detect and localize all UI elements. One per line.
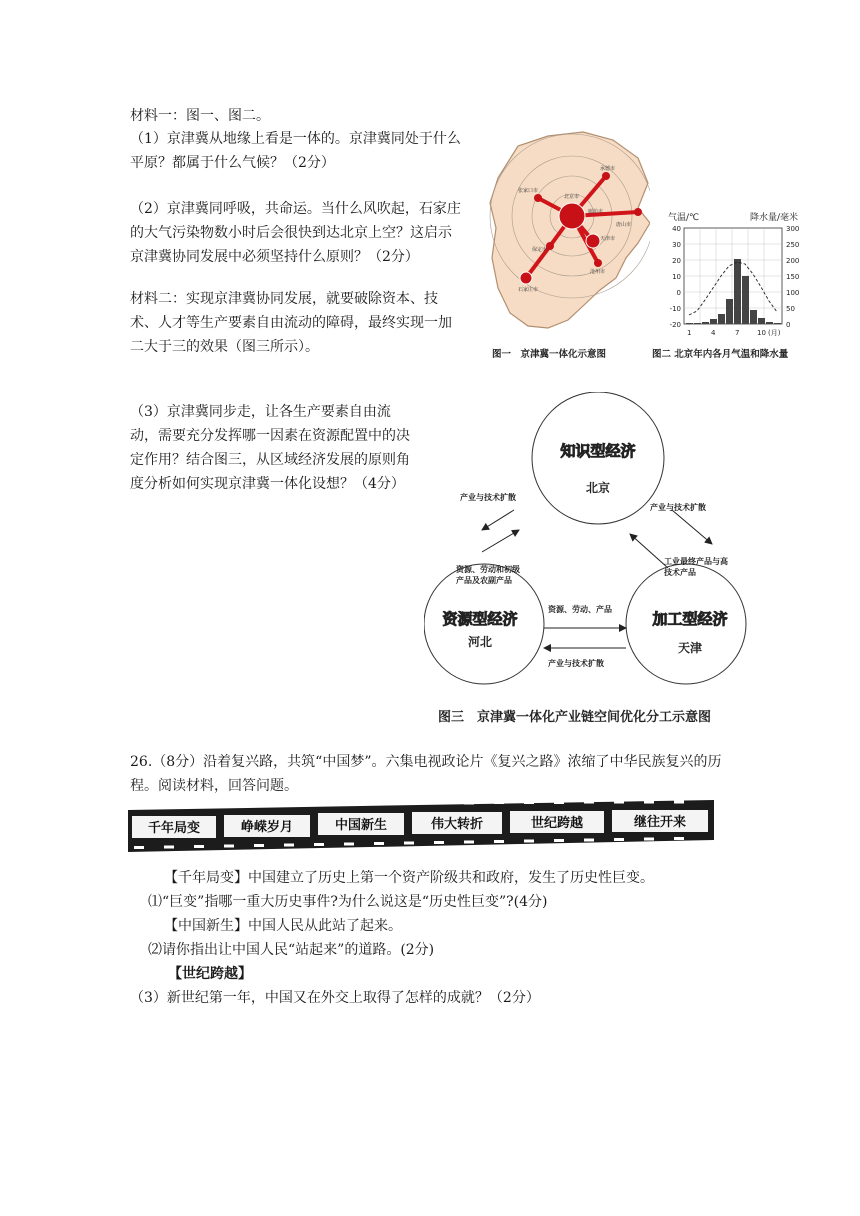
tick-label: 150 [786, 273, 800, 281]
tick-label: 300 [786, 225, 800, 233]
tick-label: -20 [669, 321, 681, 329]
city-label: 天津市 [600, 236, 616, 242]
flow-label: 产业与技术扩散 [650, 503, 706, 512]
tick-label: 0 [786, 321, 791, 329]
city-label: 廊坊市 [588, 209, 604, 215]
tick-label: 50 [786, 305, 795, 313]
hebei-label: 河北 [467, 635, 493, 649]
arrow-hb-to-bj [482, 530, 519, 552]
material1-intro: 材料一：图一、图二。 [130, 108, 270, 124]
figure1-map [488, 128, 650, 362]
figure3-caption: 图三 京津冀一体化产业链空间优化分工示意图 [438, 710, 712, 725]
tick-label: 20 [672, 257, 681, 265]
section-1-question: ⑴“巨变”指哪一重大历史事件?为什么说这是“历史性巨变”?(4分) [148, 894, 548, 910]
tick-label: 0 [676, 289, 681, 297]
question-3: （3）京津冀同步走，让各生产要素自由流动，需要充分发挥哪一因素在资源配置中的决定作用？结合图三，从区域经济发展的原则角度分析如何实现京津冀一体化设想？（4分） [130, 404, 410, 492]
climate-graphic [652, 206, 824, 340]
flow-label: 产业与技术扩散 [548, 659, 604, 668]
city-label: 承德市 [600, 166, 616, 172]
region-outline [490, 132, 650, 328]
tick-label: 1 [687, 329, 692, 337]
flow-label: 产业与技术扩散 [460, 493, 516, 502]
hebei-type: 资源型经济 [442, 610, 518, 628]
film-strip [128, 800, 714, 852]
figure2-caption: 图二 北京年内各月气温和降水量 [652, 349, 789, 360]
tick-label: 100 [786, 289, 800, 297]
film-title: 峥嵘岁月 [240, 820, 294, 835]
q26-intro: 26.（8分）沿着复兴路，共筑“中国梦”。六集电视政论片《复兴之路》浓缩了中华民族复兴的历程。阅读材料，回答问题。 [130, 754, 722, 794]
arrow-tj-to-bj [630, 534, 668, 568]
city-label: 张家口市 [518, 188, 539, 194]
tianjin-label: 天津 [677, 641, 703, 655]
arrow-bj-to-hb [482, 510, 514, 530]
beijing-type: 知识型经济 [560, 442, 636, 460]
section-1-statement: 【千年局变】中国建立了历史上第一个资产阶级共和政府，发生了历史性巨变。 [164, 870, 654, 886]
tick-label: 10 [757, 329, 766, 337]
section-3-question: （3）新世纪第一年，中国又在外交上取得了怎样的成就？（2分） [130, 990, 540, 1006]
material2: 材料二：实现京津冀协同发展，就要破除资本、技术、人才等生产要素自由流动的障碍，最终实现一加二大于三的效果（图三所示）。 [130, 291, 452, 355]
film-title: 千年局变 [147, 821, 201, 836]
right-axis-label: 降水量/毫米 [750, 213, 799, 223]
tick-label: 7 [735, 329, 740, 337]
question-2: （2）京津冀同呼吸，共命运。当什么风吹起，石家庄的大气污染物数小时后会很快到达北京上空？这启示京津冀协同发展中必须坚持什么原则？（2分） [130, 201, 461, 265]
figure2-climate-chart [652, 206, 824, 362]
left-axis-label: 气温/℃ [668, 213, 700, 223]
tianjin-type: 加工型经济 [652, 610, 728, 628]
tick-label: 250 [786, 241, 800, 249]
map-graphic [488, 128, 650, 333]
tick-label: 10 [672, 273, 681, 281]
question-1: （1）京津冀从地缘上看是一体的。京津冀同处于什么平原？都属于什么气候？（2分） [130, 131, 461, 171]
industry-chain-graphic [424, 392, 770, 696]
film-strip-graphic [128, 800, 714, 852]
city-label: 唐山市 [616, 222, 632, 228]
section-2-question: ⑵请你指出让中国人民“站起来”的道路。(2分) [148, 942, 435, 958]
tick-label: -10 [669, 305, 681, 313]
tick-label: 200 [786, 257, 800, 265]
section-3-statement: 【世纪跨越】 [168, 966, 252, 982]
film-title: 中国新生 [334, 818, 388, 833]
tick-label: 40 [672, 225, 681, 233]
figure3-diagram [424, 392, 770, 728]
arrow-bj-to-tj [672, 510, 712, 544]
city-label: 石家庄市 [518, 287, 539, 293]
beijing-label: 北京 [585, 481, 611, 495]
city-label: 北京市 [564, 194, 580, 200]
film-title: 世纪跨越 [530, 816, 584, 831]
tick-label: (月) [768, 329, 781, 337]
figure1-caption: 图一 京津冀一体化示意图 [492, 349, 607, 360]
film-title: 伟大转折 [430, 817, 484, 832]
tick-label: 4 [711, 329, 716, 337]
flow-label: 资源、劳动、产品 [548, 605, 612, 614]
film-title: 继往开来 [633, 815, 687, 830]
tick-label: 30 [672, 241, 681, 249]
flow-label: 资源、劳动和初级产品及农副产品 [456, 565, 520, 585]
city-label: 沧州市 [590, 269, 606, 275]
section-2-statement: 【中国新生】中国人民从此站了起来。 [164, 918, 402, 934]
flow-label: 工业最终产品与高技术产品 [664, 557, 728, 577]
city-label: 保定市 [532, 247, 548, 253]
